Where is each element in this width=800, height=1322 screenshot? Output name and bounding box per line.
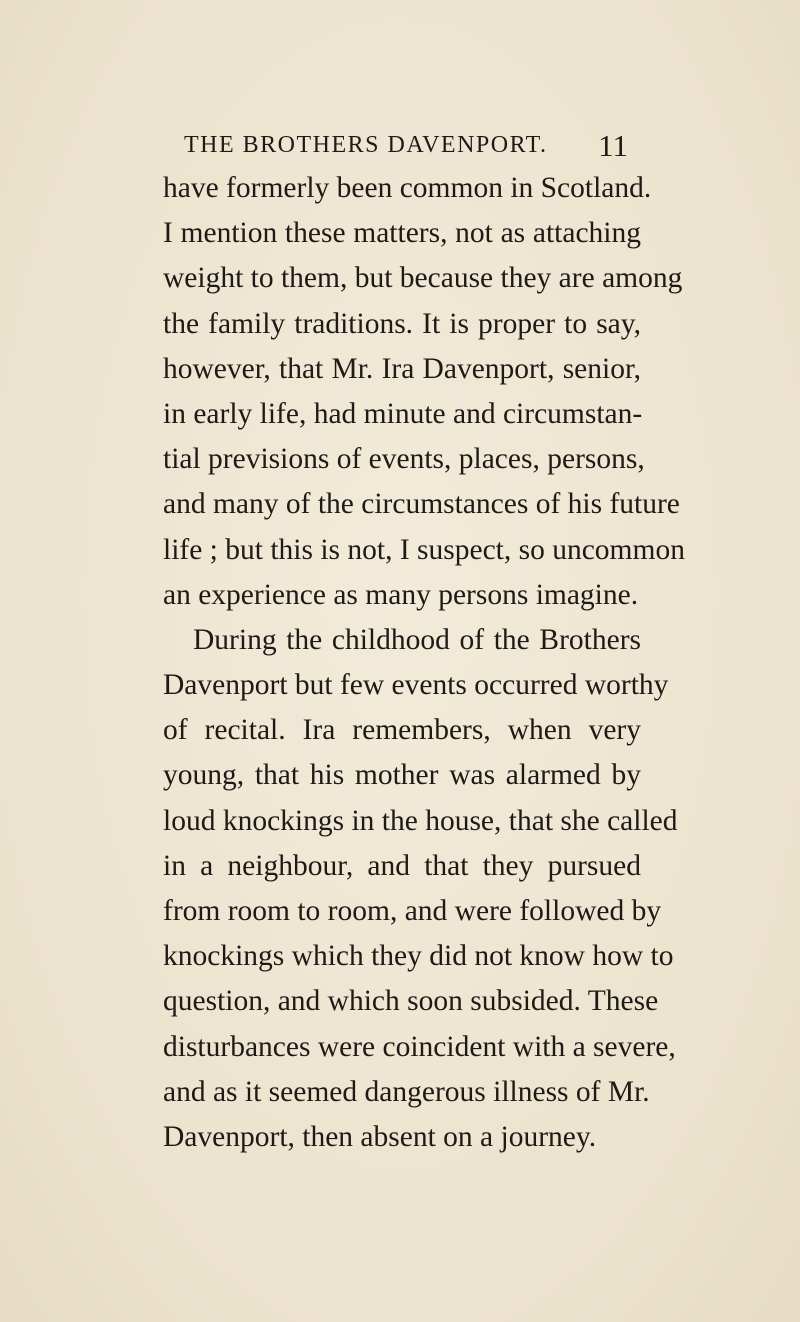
body-text [163,166,685,1160]
text-line: have formerly been common in Scotland. [163,172,652,204]
page-header [184,128,628,168]
text-line: weight to them, but because they are among [163,262,683,295]
text-line: Davenport, then absent on a journey. [163,1120,597,1153]
text-line: knockings which they did not know how to [163,940,674,973]
text-line: an experience as many persons imagine. [163,578,639,611]
text-line: life ; but this is not, I suspect, so uncommon [163,533,685,566]
text-line: tial previsions of events, places, persons, [163,443,645,476]
paragraph-first-line: During the childhood of the Brothers [193,623,641,656]
text-line: loud knockings in the house, that she called [163,804,678,837]
text-line: the family traditions. It is proper to say, [163,307,641,340]
text-line: and many of the circumstances of his future [163,488,680,521]
running-title: THE BROTHERS DAVENPORT. [184,132,548,158]
text-line: I mention these matters, not as attaching [163,217,641,250]
text-line: Davenport but few events occurred worthy [163,669,669,702]
text-line: in a neighbour, and that they pursued [163,849,641,882]
text-line: and as it seemed dangerous illness of Mr. [163,1075,650,1108]
text-line: in early life, had minute and circumstan- [163,397,643,430]
text-line: young, that his mother was alarmed by [163,759,641,792]
text-line: however, that Mr. Ira Davenport, senior, [163,352,641,385]
text-line: question, and which soon subsided. These [163,985,659,1018]
text-line: of recital. Ira remembers, when very [163,714,641,747]
text-line: disturbances were coincident with a severe, [163,1030,676,1063]
page-number: 11 [598,128,628,163]
text-line: from room to room, and were followed by [163,895,662,927]
